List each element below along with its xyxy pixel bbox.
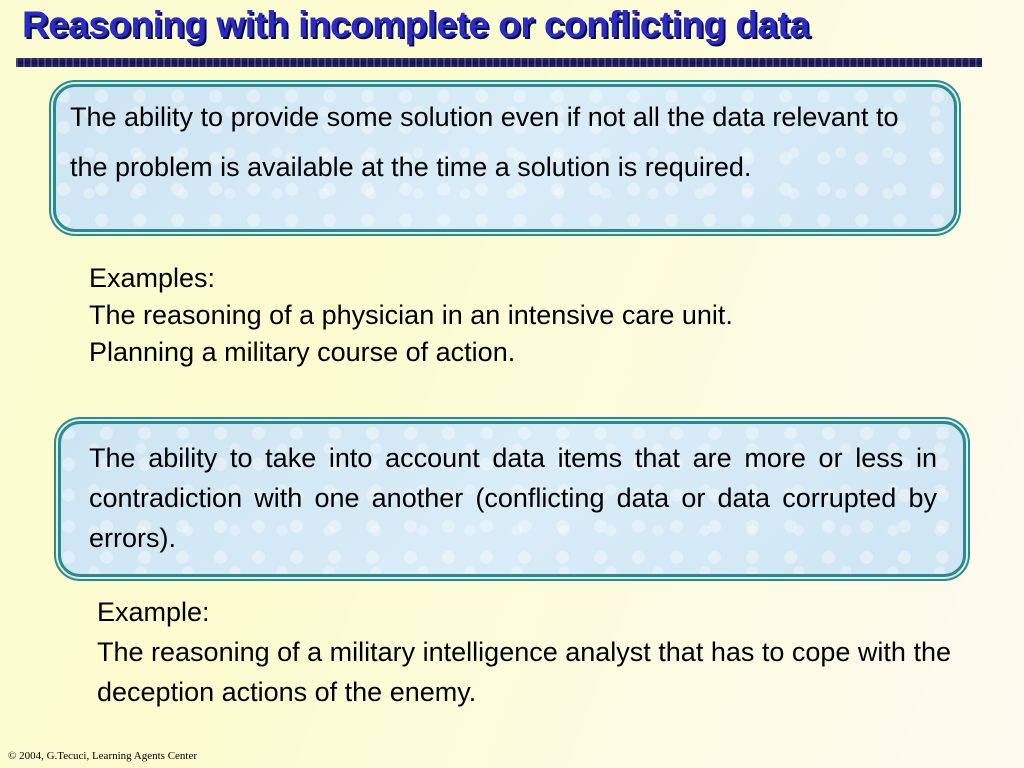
definition-box-conflicting-data [58, 421, 966, 577]
examples-heading: Examples: [89, 263, 216, 293]
definition-text-incomplete-data: The ability to provide some solution even if not all the data relevant to the problem is available at the time a solution is required. [70, 102, 899, 182]
example-item-military-planning: Planning a military course of action. [89, 337, 516, 367]
example-heading: Example: [97, 597, 210, 627]
copyright-footer: © 2004, G.Tecuci, Learning Agents Center [8, 750, 198, 762]
slide-title: Reasoning with incomplete or conflicting data [22, 4, 810, 45]
example-block-conflicting-data [97, 592, 957, 712]
definition-text-conflicting-data: The ability to take into account data items that are more or less in contradiction with one another (conflicting data or data corrupted by errors). [89, 443, 937, 553]
example-text-intelligence-analyst: The reasoning of a military intelligence analyst that has to cope with the deception actions of the enemy. [97, 637, 951, 707]
examples-block-incomplete-data [89, 260, 733, 371]
example-item-physician: The reasoning of a physician in an intensive care unit. [89, 300, 733, 330]
definition-box-incomplete-data [53, 84, 957, 232]
title-underline-bar [16, 58, 982, 67]
